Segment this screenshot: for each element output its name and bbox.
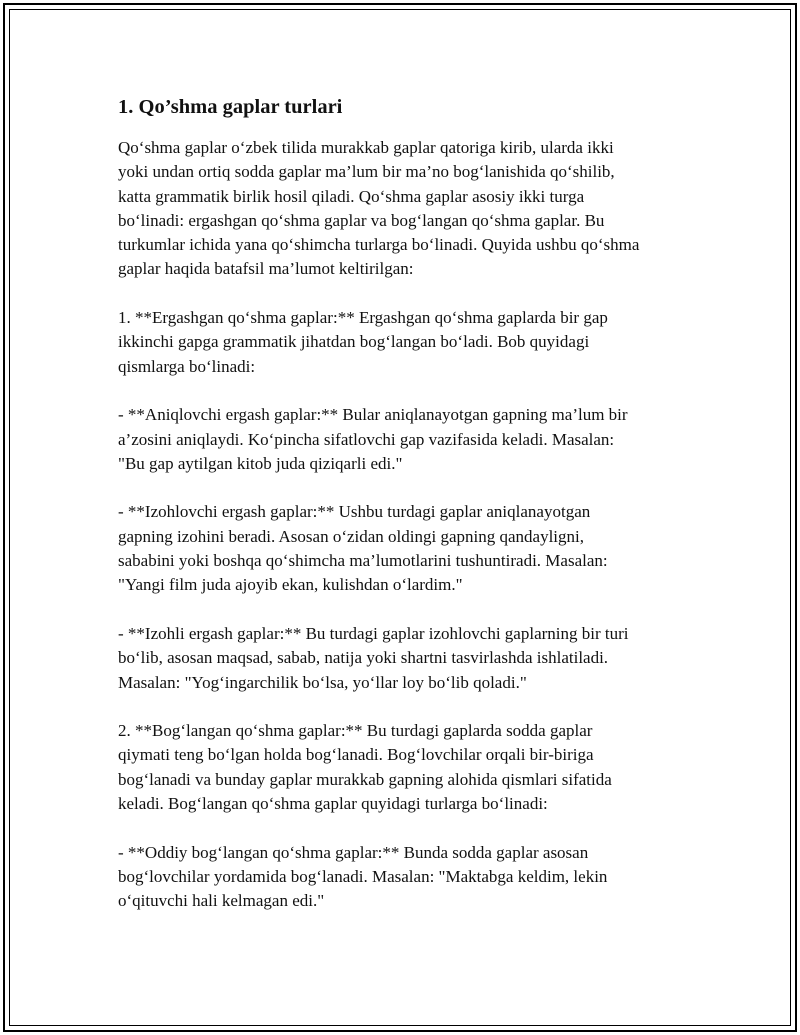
paragraph-spacer (118, 282, 698, 306)
document-body (118, 94, 698, 914)
sublist-item-izohli: - **Izohli ergash gaplar:** Bu turdagi gaplar izohlovchi gaplarning bir turi bo‘lib, asosan maqsad, sabab, natija yoki shartni tasvirlashda ishlatiladi. Masalan: "Yog‘ingarchilik bo‘lsa, yo‘llar loy bo‘lib qoladi." (118, 623, 629, 692)
intro-paragraph: Qo‘shma gaplar o‘zbek tilida murakkab gaplar qatoriga kirib, ularda ikki yoki undan ortiq sodda gaplar ma’lum bir ma’no bog‘lanishida qo‘shilib, katta grammatik birlik hosil qiladi. Qo‘shma gaplar asosiy ikki turga bo‘linadi: ergashgan qo‘shma gaplar va bog‘langan qo‘shma gaplar. Bu turkumlar ichida yana qo‘shimcha turlarga bo‘linadi. Quyida ushbu qo‘shma gaplar haqida batafsil ma’lumot keltirilgan: (118, 138, 640, 279)
sublist-item-aniqlovchi: - **Aniqlovchi ergash gaplar:** Bular aniqlanayotgan gapning ma’lum bir a’zosini aniqlaydi. Ko‘pincha sifatlovchi gap vazifasida keladi. Masalan: "Bu gap aytilgan kitob juda qiziqarli edi." (118, 405, 628, 473)
paragraph-spacer (118, 598, 698, 622)
list-item-boglangan: 2. **Bog‘langan qo‘shma gaplar:** Bu turdagi gaplarda sodda gaplar qiymati teng bo‘lgan holda bog‘lanadi. Bog‘lovchilar orqali bir-biriga bog‘lanadi va bunday gaplar murakkab gapning alohida qismlari sifatida keladi. Bog‘langan qo‘shma gaplar quyidagi turlarga bo‘linadi: (118, 721, 612, 814)
section-title: 1. Qo’shma gaplar turlari (118, 96, 343, 118)
paragraph-spacer (118, 816, 698, 840)
sublist-item-izohlovchi: - **Izohlovchi ergash gaplar:** Ushbu turdagi gaplar aniqlanayotgan gapning izohini beradi. Asosan o‘zidan oldingi gapning qandayligni, sababini yoki boshqa qo‘shimcha ma’lumotlarini tushuntiradi. Masalan: "Yangi film juda ajoyib ekan, kulishdan o‘lardim." (118, 502, 608, 595)
paragraph-spacer (118, 695, 698, 719)
paragraph-spacer (118, 476, 698, 500)
sublist-item-oddiy: - **Oddiy bog‘langan qo‘shma gaplar:** Bunda sodda gaplar asosan bog‘lovchilar yordamida bog‘lanadi. Masalan: "Maktabga keldim, lekin o‘qituvchi hali kelmagan edi." (118, 842, 608, 911)
paragraph-spacer (118, 379, 698, 403)
list-item-ergashgan: 1. **Ergashgan qo‘shma gaplar:** Ergashgan qo‘shma gaplarda bir gap ikkinchi gapga grammatik jihatdan bog‘langan bo‘ladi. Bob quyidagi qismlarga bo‘linadi: (118, 308, 608, 376)
